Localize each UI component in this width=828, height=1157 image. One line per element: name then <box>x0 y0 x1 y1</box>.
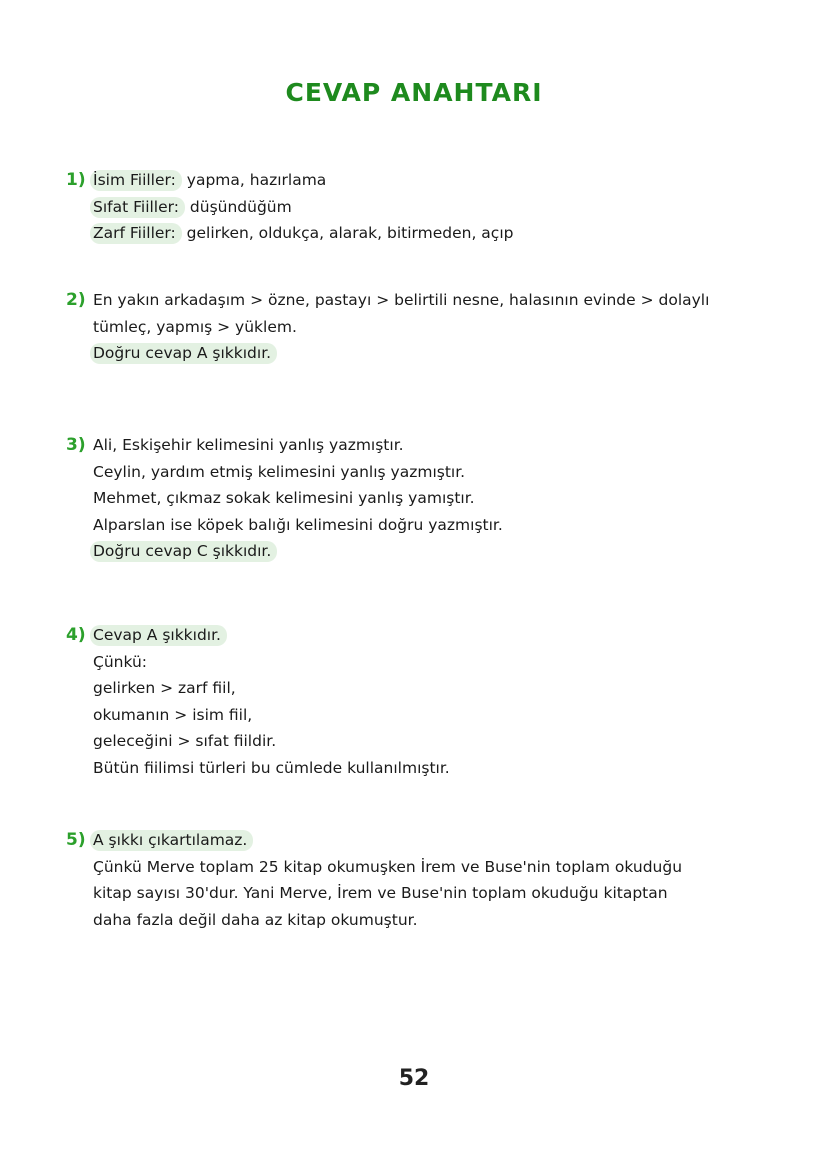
answer-1 <box>66 167 796 247</box>
answer-5 <box>66 827 796 933</box>
answer-number: 4) <box>66 625 86 645</box>
answer-line: Ceylin, yardım etmiş kelimesini yanlış yazmıştır. <box>93 462 466 481</box>
answer-number: 5) <box>66 830 86 850</box>
answer-line: daha fazla değil daha az kitap okumuştur. <box>93 910 418 929</box>
answer-line: Zarf Fiiller: gelirken, oldukça, alarak, bitirmeden, açıp <box>93 220 796 247</box>
answer-line: Çünkü Merve toplam 25 kitap okumuşken İrem ve Buse'nin toplam okuduğu <box>93 857 683 876</box>
page-number: 52 <box>398 1066 430 1091</box>
answer-number: 1) <box>66 170 86 190</box>
answer-line: Ali, Eskişehir kelimesini yanlış yazmıştır. <box>93 436 404 454</box>
answer-line: Çünkü: <box>93 652 148 671</box>
answer-line: Bütün fiilimsi türleri bu cümlede kullanılmıştır. <box>93 758 450 777</box>
answer-4 <box>66 622 796 781</box>
answer-line: İsim Fiiller: yapma, hazırlama <box>93 167 796 194</box>
answer-line: gelirken > zarf fiil, <box>93 679 236 697</box>
answer-line: Sıfat Fiiller: düşündüğüm <box>93 194 796 221</box>
correct-answer-highlight: A şıkkı çıkartılamaz. <box>90 830 253 851</box>
highlighted-label: Sıfat Fiiller: <box>90 197 185 218</box>
page-title: CEVAP ANAHTARI <box>285 78 543 107</box>
highlighted-label: Zarf Fiiller: <box>90 223 182 244</box>
correct-answer-highlight: Cevap A şıkkıdır. <box>90 625 227 646</box>
answer-line: kitap sayısı 30'dur. Yani Merve, İrem ve Buse'nin toplam okuduğu kitaptan <box>93 884 668 902</box>
answer-number: 2) <box>66 290 86 310</box>
answer-line: geleceğini > sıfat fiildir. <box>93 732 277 750</box>
correct-answer-highlight: Doğru cevap C şıkkıdır. <box>90 541 277 562</box>
answer-line: Mehmet, çıkmaz sokak kelimesini yanlış yamıştır. <box>93 489 475 507</box>
correct-answer-highlight: Doğru cevap A şıkkıdır. <box>90 343 277 364</box>
answer-line: okumanın > isim fiil, <box>93 705 253 724</box>
answer-line: Alparslan ise köpek balığı kelimesini doğru yazmıştır. <box>93 515 503 534</box>
highlighted-label: İsim Fiiller: <box>90 170 182 191</box>
answer-2 <box>66 287 796 367</box>
answer-3 <box>66 432 796 565</box>
answer-line: En yakın arkadaşım > özne, pastayı > belirtili nesne, halasının evinde > dolaylı <box>93 291 710 309</box>
answer-line: tümleç, yapmış > yüklem. <box>93 317 297 336</box>
answer-number: 3) <box>66 435 86 455</box>
